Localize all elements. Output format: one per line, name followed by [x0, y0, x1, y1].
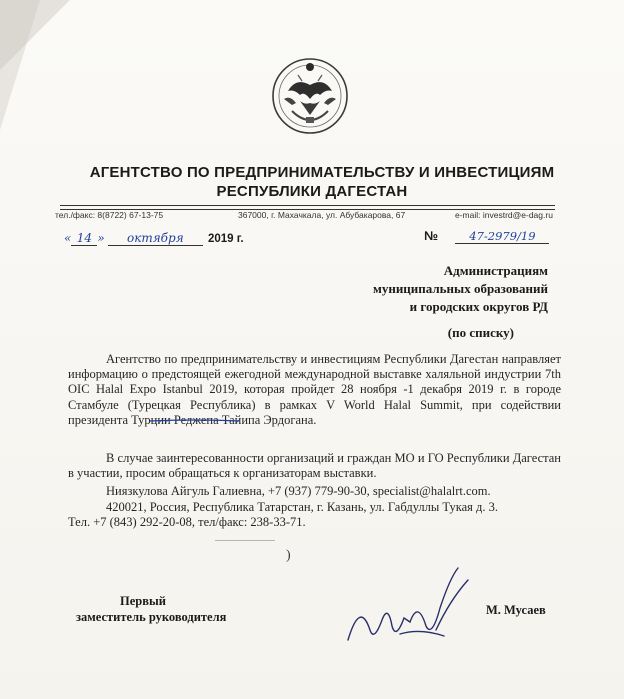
coat-of-arms-emblem [270, 55, 350, 137]
stray-bracket: ) [286, 548, 291, 563]
header-divider [60, 205, 555, 206]
organizer-phone-line: Тел. +7 (843) 292-20-08, тел/факс: 238-33-71. [68, 515, 306, 530]
number-value: 47-2979/19 [455, 230, 549, 244]
contact-email: e-mail: investrd@e-dag.ru [455, 210, 553, 220]
organizer-address-line: 420021, Россия, Республика Татарстан, г. Казань, ул. Габдуллы Тукая д. 3. [106, 500, 498, 514]
organizer-address [68, 500, 561, 530]
addressee-list-note: (по списку) [447, 325, 514, 340]
signatory-name: М. Мусаев [486, 603, 546, 617]
agency-title-line1: АГЕНТСТВО ПО ПРЕДПРИНИМАТЕЛЬСТВУ И ИНВЕСТИЦИЯМ [89, 164, 555, 181]
addressee-line2: муниципальных образований [372, 281, 548, 296]
date-day: 14 [71, 232, 97, 246]
number-label: № [424, 229, 438, 243]
outgoing-number [424, 229, 549, 244]
date-year: 2019 г. [207, 233, 244, 245]
addressee-line1: Администрациям [443, 263, 548, 278]
date-month: октября [108, 232, 203, 246]
agency-title-line2: РЕСПУБЛИКИ ДАГЕСТАН [216, 183, 408, 200]
page-fold-corner [0, 0, 70, 70]
handwritten-signature [340, 560, 490, 655]
signatory-title-line1: Первый [120, 594, 166, 608]
signatory-title-line2: заместитель руководителя [76, 610, 227, 624]
pen-underline-mark [150, 419, 240, 422]
body-paragraph-1: Агентство по предпринимательству и инвестициям Республики Дагестан направляет информацию о предстоящей ежегодной международной выставке халяльной индустрии 7th OIC Halal Expo Istanbul 2019, которая пройдет 28 ноября -1 декабря 2019 г. в городе Стамбуле (Турецкая Республика) в рамках V World Halal Summit, при содействии президента Турции Реджепа Тайипа Эрдогана. [68, 352, 561, 427]
date-quote-close: » [97, 231, 105, 245]
faint-rule [215, 540, 275, 541]
date-quote-open: « [64, 231, 72, 245]
letter-date [64, 231, 244, 246]
contact-person-line: Ниязкулова Айгуль Галиевна, +7 (937) 779-90-30, specialist@halalrt.com. [106, 484, 491, 498]
contact-phone: тел./факс: 8(8722) 67-13-75 [55, 210, 164, 220]
body-paragraph-2: В случае заинтересованности организаций и граждан МО и ГО Республики Дагестан в участии, просим обращаться к организаторам выставки. [68, 451, 561, 481]
contact-address: 367000, г. Махачкала, ул. Абубакарова, 67 [238, 210, 406, 220]
addressee-line3: и городских округов РД [409, 299, 548, 314]
